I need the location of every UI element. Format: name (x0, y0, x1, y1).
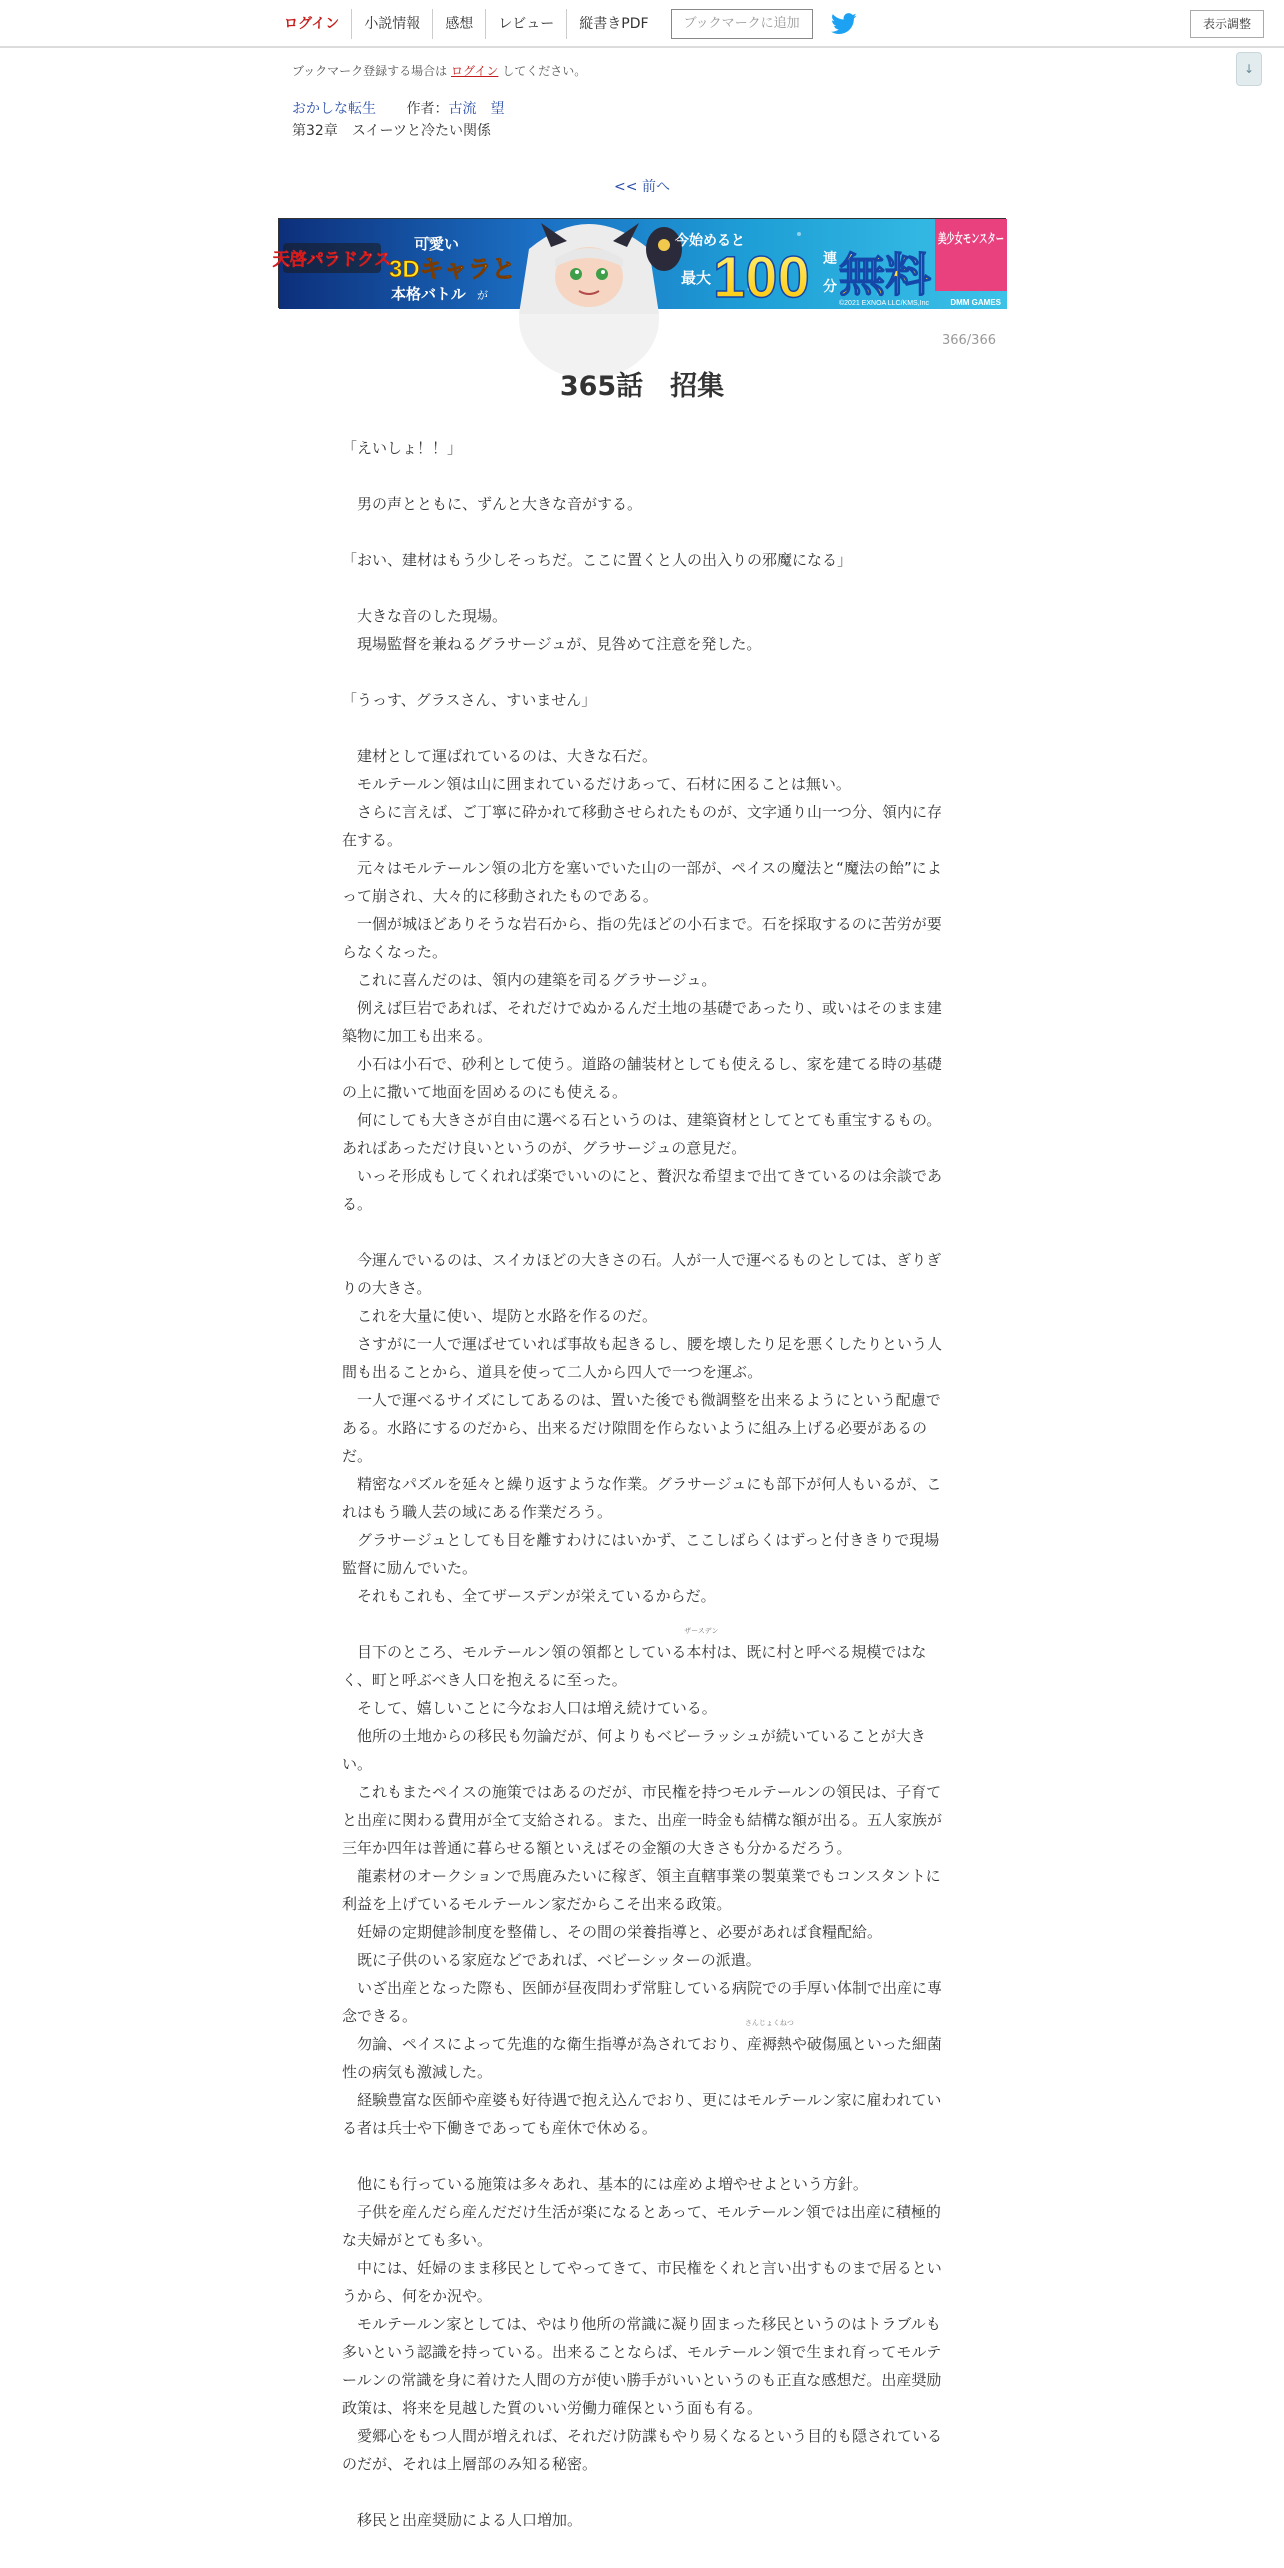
add-bookmark-button[interactable]: ブックマークに追加 (671, 9, 813, 39)
body-paragraph: 元々はモルテールン領の北方を塞いでいた山の一部が、ペイスの魔法と“魔法の飴”によって崩され、大々的に移動されたものである。 (342, 859, 942, 905)
ad-publisher: DMM GAMES (950, 298, 1001, 307)
scroll-down-button[interactable]: ↓ (1236, 52, 1262, 86)
body-paragraph: 「えいしょ！！」 (342, 439, 463, 457)
body-paragraph: 「おい、建材はもう少しそっちだ。ここに置くと人の出入りの邪魔になる」 (342, 551, 853, 569)
body-paragraph: さらに言えば、ご丁寧に砕かれて移動させられたものが、文字通り山一つ分、領内に存在する。 (342, 803, 943, 849)
nav-impressions[interactable]: 感想 (432, 9, 485, 39)
body-paragraph: モルテールン領は山に囲まれているだけあって、石材に困ることは無い。 (342, 775, 851, 793)
body-paragraph: 他所の土地からの移民も勿論だが、何よりもベビーラッシュが続いていることが大きい。 (342, 1727, 926, 1773)
ad-copy-1: 可愛い (414, 236, 460, 253)
body-paragraph: 一個が城ほどありそうな岩石から、指の先ほどの小石まで。石を採取するのに苦労が要らなくなった。 (342, 915, 942, 961)
body-paragraph: それもこれも、全てザースデンが栄えているからだ。 (342, 1587, 716, 1605)
body-paragraph: 男の声とともに、ずんと大きな音がする。 (342, 495, 643, 513)
body-paragraph (342, 462, 942, 490)
nav-novel-info[interactable]: 小説情報 (351, 9, 432, 39)
ad-offer-unit-bottom: 分 (823, 278, 837, 294)
novel-meta (292, 98, 504, 118)
paragraph-text: や破傷風といった細菌性の病気も激減した。 (342, 2035, 942, 2081)
body-paragraph (342, 518, 942, 546)
ad-banner[interactable] (272, 218, 1006, 310)
body-paragraph: 建材として運ばれているのは、大きな石だ。 (342, 747, 658, 765)
body-paragraph (342, 1218, 942, 1246)
body-paragraph: これもまたペイスの施策ではあるのだが、市民権を持つモルテールンの領民は、子育てと出産に関わる費用が全て支給される。また、出産一時金も結構な額が出る。五人家族が三年か四年は普通に暮らせる額といえばその金額の大きさも分かるだろう。 (342, 1783, 943, 1857)
episode-title: 365話 招集 (559, 371, 725, 402)
body-paragraph: 何にしても大きさが自由に選べる石というのは、建築資材としてとても重宝するもの。あればあっただけ良いというのが、グラサージュの意見だ。 (342, 1111, 942, 1157)
ruby-base: 本村 (686, 1643, 717, 1661)
ad-copy-3: 本格バトル (391, 286, 466, 303)
paragraph-text: 目下のところ、モルテールン領の領都としている (342, 1643, 687, 1661)
nav-review[interactable]: レビュー (485, 9, 566, 39)
body-paragraph: 精密なパズルを延々と繰り返すような作業。グラサージュにも部下が何人もいるが、これはもう職人芸の域にある作業だろう。 (342, 1475, 942, 1521)
ad-offer-pre-top: 今始めると (675, 232, 745, 248)
body-paragraph (342, 2478, 942, 2506)
chapter-title: 第32章 スイーツと冷たい関係 (292, 123, 491, 139)
top-bar (0, 0, 1284, 48)
novel-body (342, 434, 942, 2534)
ad-offer-pre-bottom: 最大 (681, 270, 712, 287)
ad-copyright: ©2021 EXNOA LLC/KMS,Inc (839, 300, 929, 307)
body-paragraph: そして、嬉しいことに今なお人口は増え続けている。 (342, 1699, 717, 1717)
page-count: 366/366 (941, 333, 996, 348)
ad-offer-number: 100 (713, 245, 810, 310)
body-paragraph: 妊婦の定期健診制度を整備し、その間の栄養指導と、必要があれば食糧配給。 (342, 1923, 883, 1941)
body-paragraph: 一人で運べるサイズにしてあるのは、置いた後でも微調整を出来るようにという配慮である。水路にするのだから、出来るだけ隙間を作らないように組み上げる必要があるのだ。 (342, 1391, 941, 1465)
body-paragraph: 例えば巨岩であれば、それだけでぬかるんだ土地の基礎であったり、或いはそのまま建築物に加工も出来る。 (342, 999, 942, 1045)
ruby-word (744, 2019, 794, 2058)
ruby-base: 産褥熱 (746, 2035, 792, 2053)
body-paragraph (342, 2142, 942, 2170)
ad-logo-text: 天啓パラドクス (272, 250, 392, 269)
paragraph-text: 勿論、ペイスによって先進的な衛生指導が為されており、 (342, 2035, 747, 2053)
novel-title-link[interactable]: おかしな転生 (292, 101, 376, 117)
body-paragraph: 移民と出産奨励による人口増加。 (342, 2511, 583, 2529)
ruby-reading: さんじょくねつ (744, 2019, 794, 2027)
body-paragraph: モルテールン家としては、やはり他所の常識に凝り固まった移民というのはトラブルも多いという認識を持っている。出来ることならば、モルテールン領で生まれ育ってモルテールンの常識を身に着けた人間の方が使い勝手がいいというのも正直な感想だ。出産奨励政策は、将来を見越した質のいい労働力確保という面も有る。 (342, 2315, 942, 2417)
body-paragraph: 他にも行っている施策は多々あれ、基本的には産めよ増やせよという方針。 (342, 2175, 868, 2193)
notice-before: ブックマーク登録する場合は (292, 64, 448, 78)
body-paragraph: 今運んでいるのは、スイカほどの大きさの石。人が一人で運べるものとしては、ぎりぎりの大きさ。 (342, 1251, 942, 1297)
main-nav (272, 0, 857, 48)
body-paragraph (342, 714, 942, 742)
body-paragraph: 現場監督を兼ねるグラサージュが、見咎めて注意を発した。 (342, 635, 762, 653)
body-paragraph: 愛郷心をもつ人間が増えれば、それだけ防諜もやり易くなるという目的も隠されているのだが、それは上層部のみ知る秘密。 (342, 2427, 943, 2473)
paragraph-text: は、既に村と呼べる規模ではなく、町と呼ぶべき人口を抱えるに至った。 (342, 1643, 927, 1689)
author-name-link[interactable]: 古流 望 (448, 101, 505, 117)
body-paragraph (342, 1610, 942, 1638)
body-paragraph: 経験豊富な医師や産婆も好待遇で抱え込んでおり、更にはモルテールン家に雇われている者は兵士や下働きであっても産休で休める。 (342, 2091, 942, 2137)
body-paragraph: いっそ形成もしてくれれば楽でいいのにと、贅沢な希望まで出てきているのは余談である。 (342, 1167, 943, 1213)
body-paragraph: 中には、妊婦のまま移民としてやってきて、市民権をくれと言い出すものまで居るというから、何をか況や。 (342, 2259, 942, 2305)
display-settings-button[interactable]: 表示調整 (1190, 10, 1264, 38)
body-paragraph: これを大量に使い、堤防と水路を作るのだ。 (342, 1307, 658, 1325)
ad-offer-free: 無料 (839, 249, 931, 301)
body-paragraph (342, 574, 942, 602)
ruby-reading: ザースデン (684, 1627, 719, 1635)
ad-offer-unit-top: 連 (823, 250, 837, 266)
notice-login-link[interactable]: ログイン (451, 64, 499, 78)
nav-vertical-pdf[interactable]: 縦書きPDF (566, 9, 660, 39)
bookmark-login-notice (292, 62, 586, 79)
body-paragraph (342, 2019, 942, 2086)
body-paragraph: さすがに一人で運ばせていれば事故も起きるし、腰を壊したり足を悪くしたりという人間も出ることから、道具を使って二人から四人で一つを運ぶ。 (342, 1335, 943, 1381)
body-paragraph: 「うっす、グラスさん、すいません」 (342, 691, 597, 709)
body-paragraph: 大きな音のした現場。 (342, 607, 508, 625)
ad-copy-2: 3Dキャラと (389, 256, 516, 283)
ad-copy-4: が (477, 290, 488, 302)
prev-page-link[interactable]: << 前へ (614, 179, 670, 195)
ad-logo (273, 243, 392, 273)
body-paragraph: これに喜んだのは、領内の建築を司るグラサージュ。 (342, 971, 717, 989)
body-paragraph: いざ出産となった際も、医師が昼夜問わず常駐している病院での手厚い体制で出産に専念できる。 (342, 1979, 943, 2025)
body-paragraph: 龍素材のオークションで馬鹿みたいに稼ぎ、領主直轄事業の製菓業でもコンスタントに利益を上げているモルテールン家だからこそ出来る政策。 (342, 1867, 941, 1913)
author-label: 作者： (406, 101, 449, 117)
ruby-word (684, 1627, 719, 1666)
body-paragraph (342, 658, 942, 686)
ad-side-label: 美少女モンスター (938, 231, 1004, 246)
body-paragraph: グラサージュとしても目を離すわけにはいかず、ここしばらくはずっと付ききりで現場監督に励んでいた。 (342, 1531, 940, 1577)
notice-after: してください。 (502, 64, 587, 78)
body-paragraph: 既に子供のいる家庭などであれば、ベビーシッターの派遣。 (342, 1951, 761, 1969)
twitter-bird-icon[interactable] (831, 13, 857, 35)
body-paragraph: 子供を産んだら産んだだけ生活が楽になるとあって、モルテールン領では出産に積極的な夫婦がとても多い。 (342, 2203, 941, 2249)
body-paragraph (342, 1627, 942, 1694)
ad-banner-art (272, 219, 1007, 310)
nav-login[interactable]: ログイン (284, 16, 340, 32)
body-paragraph: 小石は小石で、砂利として使う。道路の舗装材としても使えるし、家を建てる時の基礎の上に撒いて地面を固めるのにも使える。 (342, 1055, 942, 1101)
